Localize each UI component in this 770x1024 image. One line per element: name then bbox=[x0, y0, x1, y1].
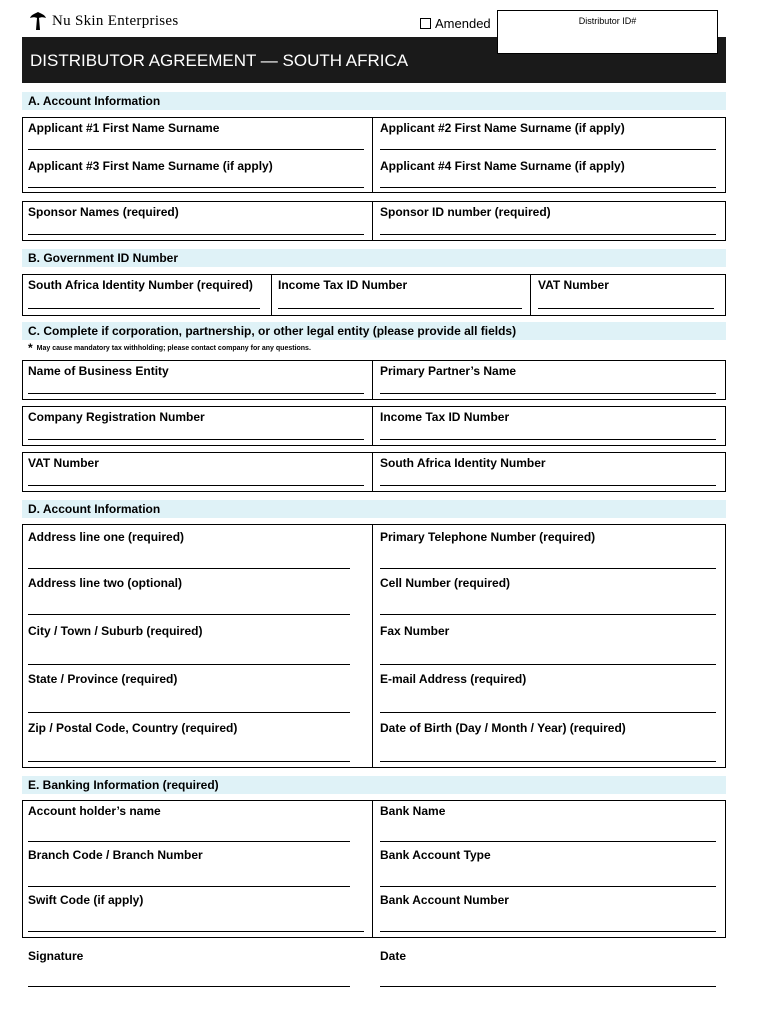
phone-input[interactable] bbox=[380, 568, 716, 569]
entity-vat-label: VAT Number bbox=[28, 456, 99, 470]
zip-input[interactable] bbox=[28, 761, 350, 762]
divider bbox=[372, 117, 373, 193]
account-number-label: Bank Account Number bbox=[380, 893, 509, 907]
swift-code-label: Swift Code (if apply) bbox=[28, 893, 144, 907]
entity-income-tax-label: Income Tax ID Number bbox=[380, 410, 510, 424]
swift-code-input[interactable] bbox=[28, 931, 364, 932]
date-input[interactable] bbox=[380, 986, 716, 987]
note-text: May cause mandatory tax withholding; please contact company for any questions. bbox=[36, 345, 311, 352]
sponsor-names-input[interactable] bbox=[28, 234, 364, 235]
vat-input[interactable] bbox=[538, 308, 714, 309]
address1-label: Address line one (required) bbox=[28, 530, 185, 544]
account-holder-label: Account holder’s name bbox=[28, 804, 161, 818]
applicant3-input[interactable] bbox=[28, 187, 364, 188]
divider bbox=[271, 274, 272, 316]
section-a-header: A. Account Information bbox=[22, 92, 726, 110]
applicant4-label: Applicant #4 First Name Surname (if apply) bbox=[380, 159, 625, 173]
company-registration-input[interactable] bbox=[28, 439, 364, 440]
distributor-id-field[interactable] bbox=[497, 10, 718, 54]
applicant1-input[interactable] bbox=[28, 149, 364, 150]
cell-label: Cell Number (required) bbox=[380, 576, 511, 590]
note-asterisk: * bbox=[28, 341, 33, 355]
section-b-header: B. Government ID Number bbox=[22, 249, 726, 267]
cell-input[interactable] bbox=[380, 614, 716, 615]
email-label: E-mail Address (required) bbox=[380, 672, 527, 686]
entity-vat-input[interactable] bbox=[28, 485, 364, 486]
section-e-header: E. Banking Information (required) bbox=[22, 776, 726, 794]
page-title: DISTRIBUTOR AGREEMENT — SOUTH AFRICA bbox=[22, 37, 726, 83]
fax-label: Fax Number bbox=[380, 624, 450, 638]
address2-label: Address line two (optional) bbox=[28, 576, 183, 590]
divider bbox=[372, 524, 373, 768]
phone-label: Primary Telephone Number (required) bbox=[380, 530, 596, 544]
account-type-input[interactable] bbox=[380, 886, 716, 887]
amended-label: Amended bbox=[435, 16, 491, 31]
state-input[interactable] bbox=[28, 712, 350, 713]
entity-vat-box bbox=[22, 452, 726, 492]
bank-name-label: Bank Name bbox=[380, 804, 446, 818]
address1-input[interactable] bbox=[28, 568, 350, 569]
divider bbox=[530, 274, 531, 316]
signature-input[interactable] bbox=[28, 986, 350, 987]
company-logo bbox=[28, 10, 179, 32]
vat-label: VAT Number bbox=[538, 278, 609, 292]
branch-code-input[interactable] bbox=[28, 886, 350, 887]
signature-label: Signature bbox=[28, 949, 84, 963]
primary-partner-label: Primary Partner’s Name bbox=[380, 364, 517, 378]
business-entity-label: Name of Business Entity bbox=[28, 364, 169, 378]
applicant2-label: Applicant #2 First Name Surname (if apply) bbox=[380, 121, 625, 135]
distributor-id-label: Distributor ID# bbox=[578, 16, 637, 26]
account-number-input[interactable] bbox=[380, 931, 716, 932]
banking-information-box bbox=[22, 800, 726, 938]
fax-input[interactable] bbox=[380, 664, 716, 665]
section-c-header: C. Complete if corporation, partnership, or other legal entity (please provide all fields) bbox=[22, 322, 726, 340]
sa-identity-label: South Africa Identity Number (required) bbox=[28, 278, 253, 292]
tree-logo-icon bbox=[28, 11, 48, 31]
divider bbox=[372, 201, 373, 241]
divider bbox=[372, 406, 373, 446]
amended-checkbox[interactable] bbox=[420, 18, 431, 29]
applicant2-input[interactable] bbox=[380, 149, 716, 150]
amended-checkbox-group[interactable] bbox=[420, 16, 491, 31]
income-tax-input[interactable] bbox=[278, 308, 522, 309]
account-holder-input[interactable] bbox=[28, 841, 350, 842]
city-label: City / Town / Suburb (required) bbox=[28, 624, 203, 638]
entity-sa-identity-input[interactable] bbox=[380, 485, 716, 486]
divider bbox=[372, 800, 373, 938]
section-c-note bbox=[28, 341, 311, 355]
income-tax-label: Income Tax ID Number bbox=[278, 278, 408, 292]
applicant1-label: Applicant #1 First Name Surname bbox=[28, 121, 220, 135]
sponsor-names-label: Sponsor Names (required) bbox=[28, 205, 179, 219]
date-label: Date bbox=[380, 949, 407, 963]
email-input[interactable] bbox=[380, 712, 716, 713]
sponsor-id-input[interactable] bbox=[380, 234, 716, 235]
bank-name-input[interactable] bbox=[380, 841, 716, 842]
sponsor-id-label: Sponsor ID number (required) bbox=[380, 205, 551, 219]
section-d-header: D. Account Information bbox=[22, 500, 726, 518]
address2-input[interactable] bbox=[28, 614, 350, 615]
dob-label: Date of Birth (Day / Month / Year) (required) bbox=[380, 721, 626, 735]
entity-sa-identity-label: South Africa Identity Number bbox=[380, 456, 546, 470]
applicant3-label: Applicant #3 First Name Surname (if apply) bbox=[28, 159, 273, 173]
divider bbox=[372, 360, 373, 400]
account-type-label: Bank Account Type bbox=[380, 848, 491, 862]
zip-label: Zip / Postal Code, Country (required) bbox=[28, 721, 238, 735]
business-entity-input[interactable] bbox=[28, 393, 364, 394]
logo-text: Nu Skin Enterprises bbox=[52, 12, 179, 29]
primary-partner-input[interactable] bbox=[380, 393, 716, 394]
dob-input[interactable] bbox=[380, 761, 716, 762]
applicant4-input[interactable] bbox=[380, 187, 716, 188]
sa-identity-input[interactable] bbox=[28, 308, 260, 309]
branch-code-label: Branch Code / Branch Number bbox=[28, 848, 203, 862]
state-label: State / Province (required) bbox=[28, 672, 178, 686]
entity-income-tax-input[interactable] bbox=[380, 439, 716, 440]
divider bbox=[372, 452, 373, 492]
company-registration-label: Company Registration Number bbox=[28, 410, 205, 424]
city-input[interactable] bbox=[28, 664, 350, 665]
